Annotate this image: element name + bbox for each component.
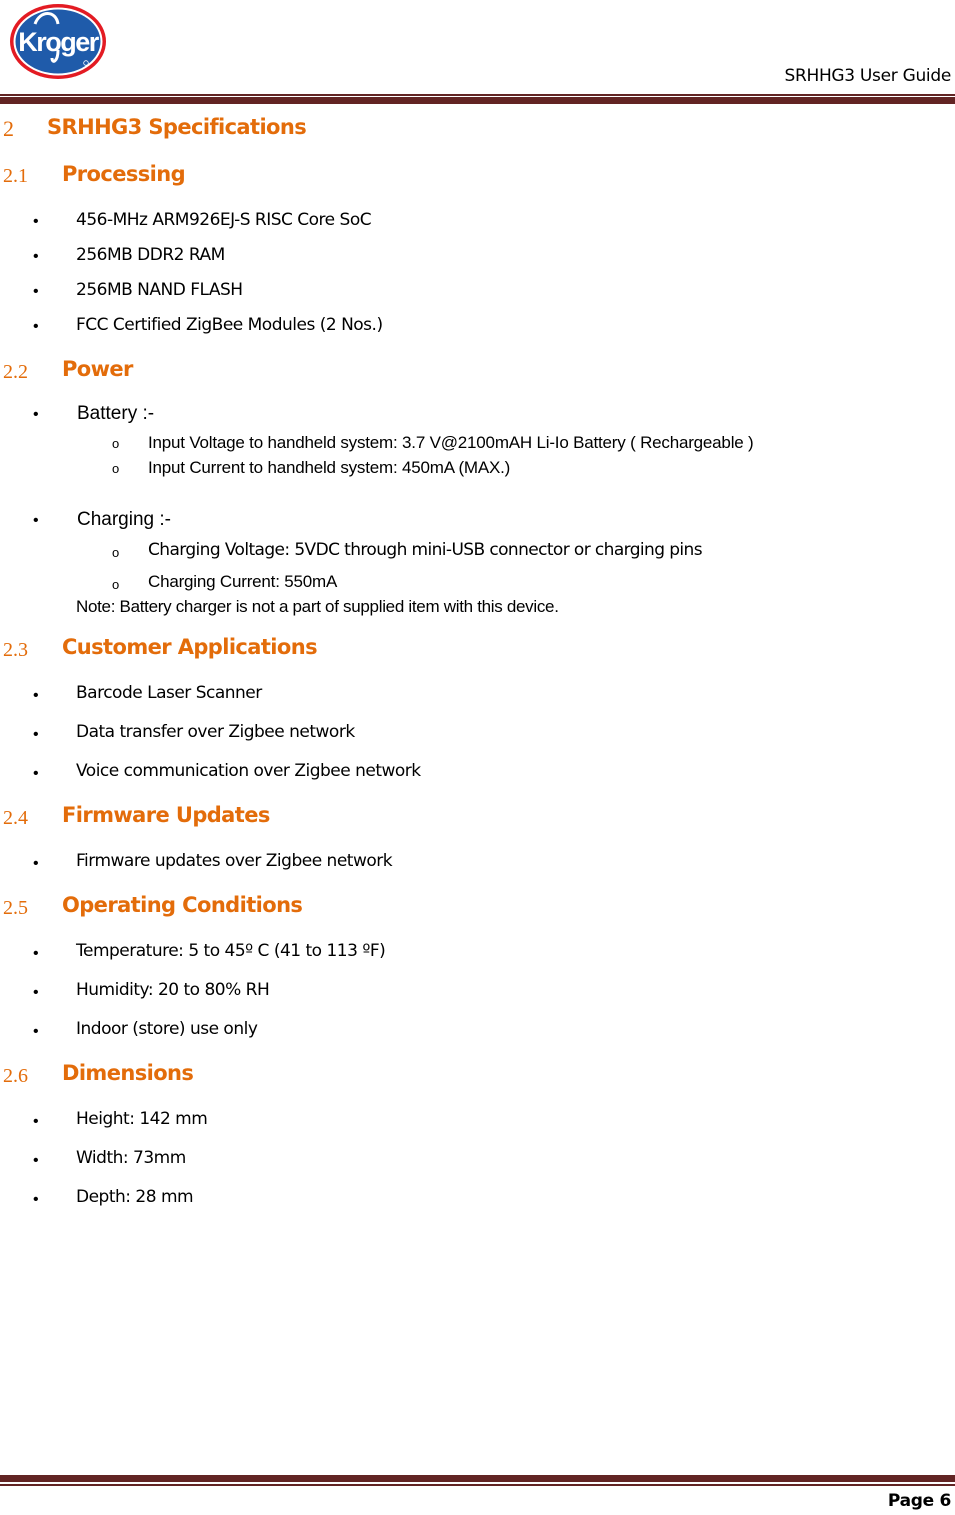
list-item: Charging Current: 550mA bbox=[148, 572, 338, 591]
footer-rule-thick bbox=[0, 1475, 955, 1482]
section-title: SRHHG3 Specifications bbox=[47, 115, 307, 139]
list-item: Data transfer over Zigbee network bbox=[76, 722, 355, 742]
list-item: Charging Voltage: 5VDC through mini-USB connector or charging pins bbox=[148, 540, 702, 560]
bullet-icon: • bbox=[33, 1113, 39, 1130]
section-number: 2 bbox=[3, 116, 14, 141]
document-header-title: SRHHG3 User Guide bbox=[784, 66, 951, 86]
bullet-icon: • bbox=[33, 283, 39, 300]
sub-bullet-icon: o bbox=[112, 577, 120, 592]
power-group-label-charging: Charging :- bbox=[77, 509, 171, 530]
power-note: Note: Battery charger is not a part of supplied item with this device. bbox=[76, 597, 559, 616]
list-item: Input Voltage to handheld system: 3.7 V@2100mAH Li-Io Battery ( Rechargeable ) bbox=[148, 433, 754, 452]
list-item: FCC Certified ZigBee Modules (2 Nos.) bbox=[76, 315, 383, 335]
bullet-icon: • bbox=[33, 945, 39, 962]
bullet-icon: • bbox=[33, 984, 39, 1001]
subsection-title-customer-applications: Customer Applications bbox=[62, 635, 317, 659]
bullet-icon: • bbox=[33, 765, 39, 782]
subsection-title-operating-conditions: Operating Conditions bbox=[62, 893, 303, 917]
power-group-label-battery: Battery :- bbox=[77, 403, 155, 424]
subsection-number-dimensions: 2.6 bbox=[3, 1065, 28, 1087]
bullet-icon: • bbox=[33, 726, 39, 743]
list-item: Firmware updates over Zigbee network bbox=[76, 851, 393, 871]
list-item: Humidity: 20 to 80% RH bbox=[76, 980, 270, 1000]
list-item: Height: 142 mm bbox=[76, 1109, 208, 1129]
subsection-number-power: 2.2 bbox=[3, 361, 28, 383]
header-rule-thick bbox=[0, 97, 955, 104]
list-item: Voice communication over Zigbee network bbox=[76, 761, 421, 781]
list-item: Indoor (store) use only bbox=[76, 1019, 258, 1039]
list-item: Temperature: 5 to 45º C (41 to 113 ºF) bbox=[76, 941, 386, 961]
list-item: Input Current to handheld system: 450mA (MAX.) bbox=[148, 458, 511, 477]
subsection-title-firmware-updates: Firmware Updates bbox=[62, 803, 270, 827]
bullet-icon: • bbox=[33, 512, 39, 529]
list-item: 456-MHz ARM926EJ-S RISC Core SoC bbox=[76, 210, 372, 230]
subsection-number-firmware-updates: 2.4 bbox=[3, 807, 28, 829]
kroger-logo bbox=[8, 2, 108, 81]
subsection-number-customer-applications: 2.3 bbox=[3, 639, 28, 661]
list-item: Barcode Laser Scanner bbox=[76, 683, 262, 703]
list-item: 256MB NAND FLASH bbox=[76, 280, 243, 300]
footer-rule-thin bbox=[0, 1484, 955, 1486]
bullet-icon: • bbox=[33, 1191, 39, 1208]
list-item: Width: 73mm bbox=[76, 1148, 186, 1168]
sub-bullet-icon: o bbox=[112, 545, 120, 560]
sub-bullet-icon: o bbox=[112, 461, 120, 476]
bullet-icon: • bbox=[33, 1152, 39, 1169]
bullet-icon: • bbox=[33, 406, 39, 423]
subsection-title-processing: Processing bbox=[62, 162, 186, 186]
svg-text:Kroger: Kroger bbox=[18, 27, 98, 57]
page-number: Page 6 bbox=[887, 1491, 951, 1511]
subsection-title-dimensions: Dimensions bbox=[62, 1061, 194, 1085]
subsection-number-operating-conditions: 2.5 bbox=[3, 897, 28, 919]
list-item: 256MB DDR2 RAM bbox=[76, 245, 225, 265]
header-rule-thin bbox=[0, 94, 955, 96]
list-item: Depth: 28 mm bbox=[76, 1187, 194, 1207]
subsection-title-power: Power bbox=[62, 357, 133, 381]
bullet-icon: • bbox=[33, 1023, 39, 1040]
bullet-icon: • bbox=[33, 687, 39, 704]
bullet-icon: • bbox=[33, 318, 39, 335]
bullet-icon: • bbox=[33, 248, 39, 265]
bullet-icon: • bbox=[33, 213, 39, 230]
bullet-icon: • bbox=[33, 855, 39, 872]
subsection-number-processing: 2.1 bbox=[3, 165, 28, 187]
sub-bullet-icon: o bbox=[112, 436, 120, 451]
